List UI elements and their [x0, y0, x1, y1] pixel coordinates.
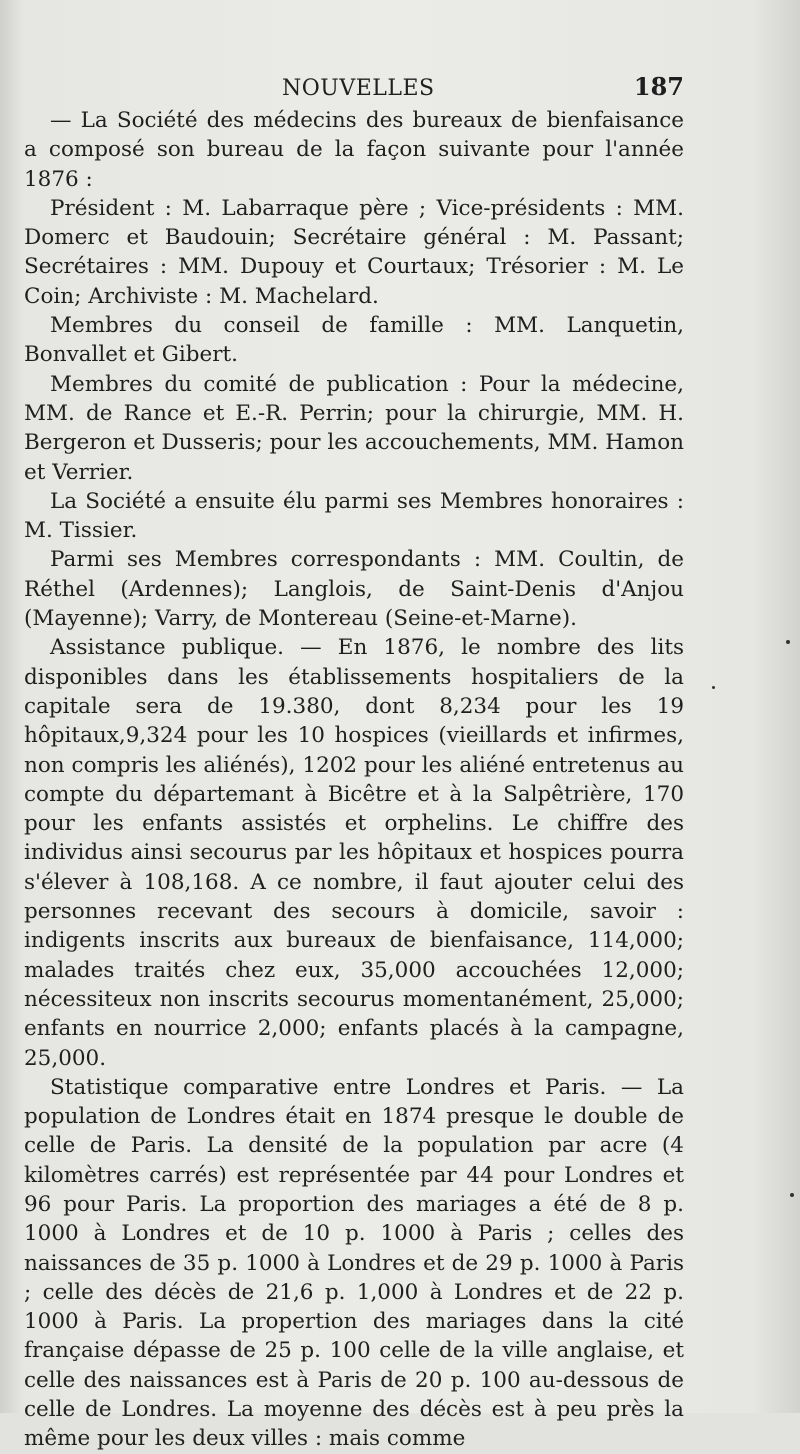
text-column	[24, 72, 684, 1454]
page-number: 187	[633, 72, 684, 101]
paragraph-membres-honoraires: La Société a ensuite élu parmi ses Membres honoraires : M. Tissier.	[24, 488, 684, 544]
running-header	[24, 72, 684, 106]
paragraph-comite-publication: Membres du comité de publication : Pour la médecine, MM. de Rance et E.-R. Perrin; pour la chirurgie, MM. H. Bergeron et Dusseris; pour les accouchements, MM. Hamon et Verrier.	[24, 371, 684, 485]
running-title: NOUVELLES	[282, 76, 435, 101]
paragraph-societe-bureau: — La Société des médecins des bureaux de bienfaisance a composé son bureau de la façon suivante pour l'année 1876 :	[24, 108, 684, 192]
paragraph-bureau-members: Président : M. Labarraque père ; Vice-présidents : MM. Domerc et Baudouin; Secrétaire général : M. Passant; Secrétaires : MM. Dupouy et Courtaux; Trésorier : M. Le Coin; Archiviste : M. Machelard.	[24, 195, 684, 309]
ink-speck	[786, 640, 790, 644]
paragraph-conseil-famille: Membres du conseil de famille : MM. Lanquetin, Bonvallet et Gibert.	[24, 313, 684, 368]
ink-speck	[790, 1193, 794, 1197]
paragraph-assistance-publique: Assistance publique. — En 1876, le nombre des lits disponibles dans les établissements hospitaliers de la capitale sera de 19.380, dont 8,234 pour les 19 hôpitaux,9,324 pour les 10 hospices (vieillards et infirmes, non compris les aliénés), 1202 pour les aliéné entretenus au compte du départemant à Bicêtre et à la Salpêtrière, 170 pour les enfants assistés et orphelins. Le chiffre des individus ainsi secourus par les hôpitaux et hospices pourra s'élever à 108,168. A ce nombre, il faut ajouter celui des personnes recevant des secours à domicile, savoir : indigents inscrits aux bureaux de bienfaisance, 114,000; malades traités chez eux, 35,000 accouchées 12,000; nécessiteux non inscrits secourus momentanément, 25,000; enfants en nourrice 2,000; enfants placés à la campagne, 25,000.	[24, 635, 684, 1071]
paragraph-membres-correspondants: Parmi ses Membres correspondants : MM. Coultin, de Réthel (Ardennes); Langlois, de Saint-Denis d'Anjou (Mayenne); Varry, de Montereau (Seine-et-Marne).	[24, 547, 684, 632]
ink-speck	[712, 686, 715, 689]
paragraph-statistique-londres-paris: Statistique comparative entre Londres et Paris. — La population de Londres était en 1874 presque le double de celle de Paris. La densité de la population par acre (4 kilomètres carrés) est représentée par 44 pour Londres et 96 pour Paris. La proportion des mariages a été de 8 p. 1000 à Londres et de 10 p. 1000 à Paris ; celles des naissances de 35 p. 1000 à Londres et de 29 p. 1000 à Paris ; celle des décès de 21,6 p. 1,000 à Londres et de 22 p. 1000 à Paris. La propertion des mariages dans la cité française dépasse de 25 p. 100 celle de la ville anglaise, et celle des naissances est à Paris de 20 p. 100 au-dessous de celle de Londres. La moyenne des décès est à peu près la même pour les deux villes : mais comme	[24, 1074, 684, 1452]
